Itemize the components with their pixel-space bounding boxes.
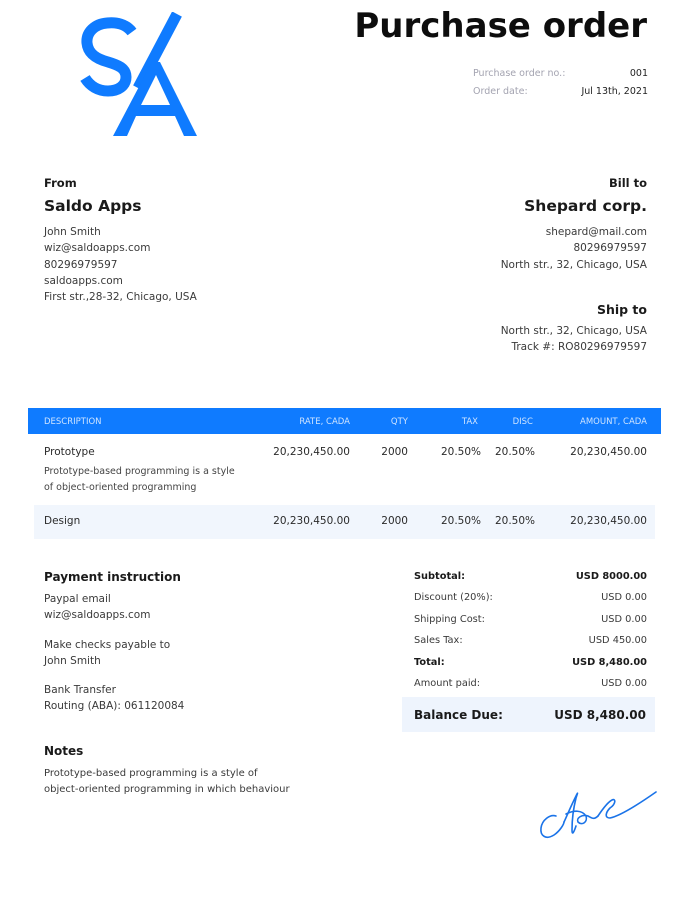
sales-tax-row: [414, 635, 647, 646]
routing-number: Routing (ABA): 061120084: [44, 700, 185, 713]
order-date-value: Jul 13th, 2021: [581, 86, 648, 97]
row-tax: 20.50%: [440, 515, 481, 527]
row-details-line: Prototype-based programming is a style: [44, 466, 235, 477]
amount-paid-value: USD 0.00: [601, 678, 647, 689]
col-description: DESCRIPTION: [44, 417, 102, 427]
subtotal-label: Subtotal:: [414, 571, 466, 582]
ship-to-tracking: Track #: RO80296979597: [511, 341, 647, 354]
row-amount: 20,230,450.00: [570, 446, 647, 458]
po-number-value: 001: [629, 68, 648, 79]
saldo-apps-logo-icon: [80, 12, 198, 138]
sales-tax-value: USD 450.00: [588, 635, 647, 646]
notes-line: object-oriented programming in which behaviour: [44, 784, 290, 796]
bill-to-section: [501, 176, 647, 273]
from-email: wiz@saldoapps.com: [44, 242, 151, 255]
balance-due-box: [402, 697, 655, 732]
amount-paid-label: Amount paid:: [414, 678, 481, 689]
order-date-label: Order date:: [473, 86, 528, 97]
row-rate: 20,230,450.00: [273, 515, 350, 527]
bill-to-email: shepard@mail.com: [545, 226, 647, 238]
row-description: Design: [44, 515, 81, 527]
col-amount: AMOUNT, CADA: [580, 417, 647, 427]
shipping-value: USD 0.00: [601, 614, 647, 625]
notes-section: [44, 744, 290, 799]
ship-to-label: Ship to: [596, 302, 647, 317]
balance-due-value: USD 8,480.00: [554, 708, 646, 722]
checks-label: Make checks payable to: [44, 638, 171, 651]
amount-paid-row: [414, 678, 647, 689]
total-row: [414, 657, 647, 668]
col-disc: DISC: [512, 417, 533, 427]
from-company: Saldo Apps: [44, 197, 142, 215]
row-details-line: of object-oriented programming: [44, 482, 197, 493]
row-qty: 2000: [381, 446, 408, 458]
sales-tax-label: Sales Tax:: [414, 635, 463, 646]
row-rate: 20,230,450.00: [273, 446, 350, 458]
ship-to-address: North str., 32, Chicago, USA: [500, 325, 647, 337]
from-contact-name: John Smith: [44, 226, 101, 238]
from-label: From: [44, 176, 77, 190]
subtotal-value: USD 8000.00: [575, 571, 647, 582]
document-title: Purchase order: [354, 6, 647, 46]
bill-to-company: Shepard corp.: [524, 197, 647, 215]
po-number-row: [473, 68, 648, 79]
discount-value: USD 0.00: [601, 592, 647, 603]
subtotal-row: [414, 571, 647, 582]
table-row: [34, 505, 655, 539]
col-tax: TAX: [461, 417, 478, 427]
row-disc: 20.50%: [494, 446, 535, 458]
po-number-label: Purchase order no.:: [473, 68, 566, 79]
row-amount: 20,230,450.00: [570, 515, 647, 527]
bill-to-address: North str., 32, Chicago, USA: [500, 258, 647, 271]
discount-label: Discount (20%):: [414, 592, 493, 603]
paypal-label: Paypal email: [44, 593, 111, 605]
from-phone: 80296979597: [44, 258, 118, 271]
order-date-row: [473, 86, 648, 97]
row-qty: 2000: [381, 515, 408, 527]
row-tax: 20.50%: [440, 446, 481, 458]
signature-icon: [536, 780, 660, 844]
shipping-label: Shipping Cost:: [414, 614, 485, 625]
total-value: USD 8,480.00: [572, 657, 647, 668]
row-disc: 20.50%: [494, 515, 535, 527]
row-description: Prototype: [44, 446, 95, 458]
items-table-header: [28, 408, 661, 434]
payment-title: Payment instruction: [44, 570, 181, 584]
col-rate: RATE, CADA: [299, 417, 350, 427]
from-section: [44, 176, 197, 305]
notes-line: Prototype-based programming is a style of: [44, 768, 258, 779]
balance-due-label: Balance Due:: [414, 708, 503, 722]
from-website: saldoapps.com: [44, 274, 123, 287]
bill-to-phone: 80296979597: [573, 242, 647, 255]
notes-title: Notes: [44, 744, 84, 758]
checks-name: John Smith: [44, 654, 101, 667]
total-label: Total:: [414, 657, 445, 668]
bill-to-label: Bill to: [609, 176, 647, 190]
bank-transfer-label: Bank Transfer: [44, 684, 116, 697]
ship-to-section: [501, 302, 647, 356]
from-address: First str.,28-32, Chicago, USA: [44, 291, 197, 304]
payment-instruction-section: [44, 570, 184, 715]
row-details: [44, 464, 235, 496]
discount-row: [414, 592, 647, 603]
shipping-row: [414, 614, 647, 625]
paypal-email: wiz@saldoapps.com: [44, 609, 151, 622]
col-qty: QTY: [390, 417, 408, 427]
